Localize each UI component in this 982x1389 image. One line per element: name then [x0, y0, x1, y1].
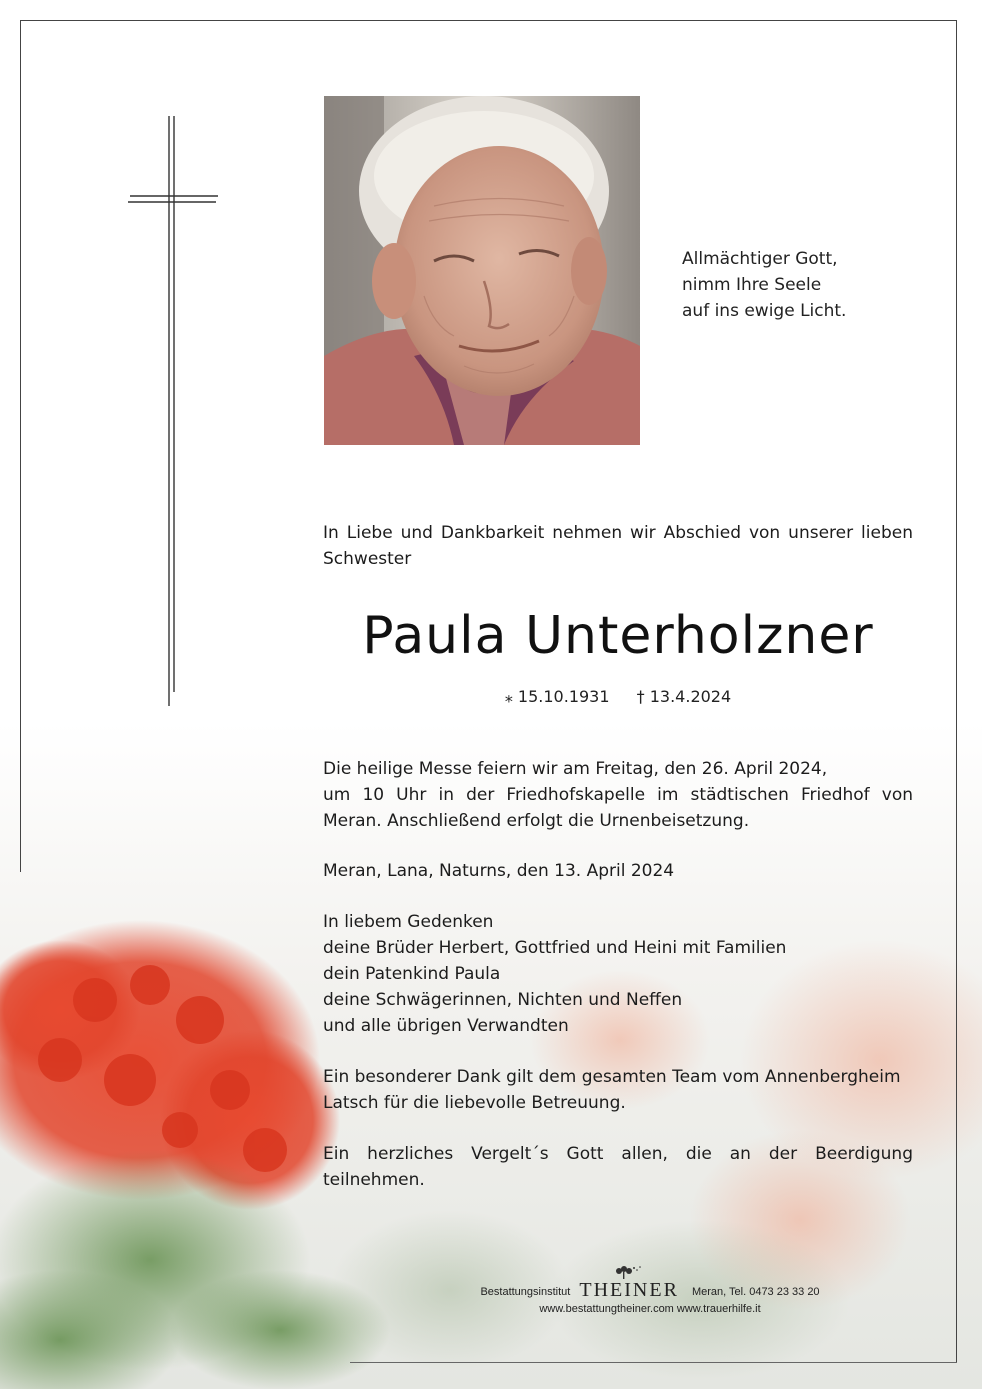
thanks-line: Ein besonderer Dank gilt dem gesamten Team vom Annenbergheim [323, 1067, 901, 1087]
closing-line: Ein herzliches Vergelt´s Gott allen, die an der Beerdigung [323, 1144, 913, 1164]
deceased-name: Paula Unterholzner [362, 606, 874, 666]
footer-phone: Meran, Tel. 0473 23 33 20 [691, 1286, 820, 1298]
funeral-home-brand: THEINER [579, 1279, 679, 1301]
cross-icon [126, 116, 220, 706]
mourner-line: deine Brüder Herbert, Gottfried und Heini mit Familien [323, 938, 787, 958]
funeral-home-logo [579, 1279, 686, 1301]
birth-date: ⁎ 15.10.1931 [504, 687, 610, 706]
thanks-line: Latsch für die liebevolle Betreuung. [323, 1093, 626, 1113]
mass-line: Meran. Anschließend erfolgt die Urnenbeisetzung. [323, 811, 750, 831]
death-date: † 13.4.2024 [636, 687, 732, 706]
mourner-line: In liebem Gedenken [323, 912, 494, 932]
prayer-line: Allmächtiger Gott, [682, 249, 838, 269]
prayer-line: auf ins ewige Licht. [682, 301, 847, 321]
closing-line: teilnehmen. [323, 1170, 425, 1190]
mass-line: um 10 Uhr in der Friedhofskapelle im städtischen Friedhof von [323, 785, 913, 805]
prayer-line: nimm Ihre Seele [682, 275, 822, 295]
life-dates [323, 684, 913, 710]
closing-text [323, 1141, 913, 1193]
mourner-line: und alle übrigen Verwandten [323, 1016, 569, 1036]
tree-logo-icon [607, 1265, 647, 1279]
mourner-line: dein Patenkind Paula [323, 964, 501, 984]
page-frame-bottom-line [350, 1362, 957, 1363]
place-and-date: Meran, Lana, Naturns, den 13. April 2024 [323, 861, 675, 881]
thanks-text [323, 1064, 913, 1116]
intro-text [323, 520, 913, 572]
prayer-verse [682, 246, 902, 324]
mass-announcement [323, 756, 913, 834]
intro-line: Schwester [323, 549, 412, 569]
funeral-home-footer [440, 1280, 860, 1316]
portrait-photo [324, 96, 640, 445]
mourner-line: deine Schwägerinnen, Nichten und Neffen [323, 990, 683, 1010]
intro-line: In Liebe und Dankbarkeit nehmen wir Abschied von unserer lieben [323, 523, 913, 543]
mourners-list [323, 909, 913, 1039]
page-frame-left-line [20, 20, 21, 872]
footer-prefix: Bestattungsinstitut [480, 1286, 571, 1298]
mass-line: Die heilige Messe feiern wir am Freitag, den 26. April 2024, [323, 759, 828, 779]
footer-websites: www.bestattungtheiner.com www.trauerhilfe.it [539, 1303, 761, 1315]
